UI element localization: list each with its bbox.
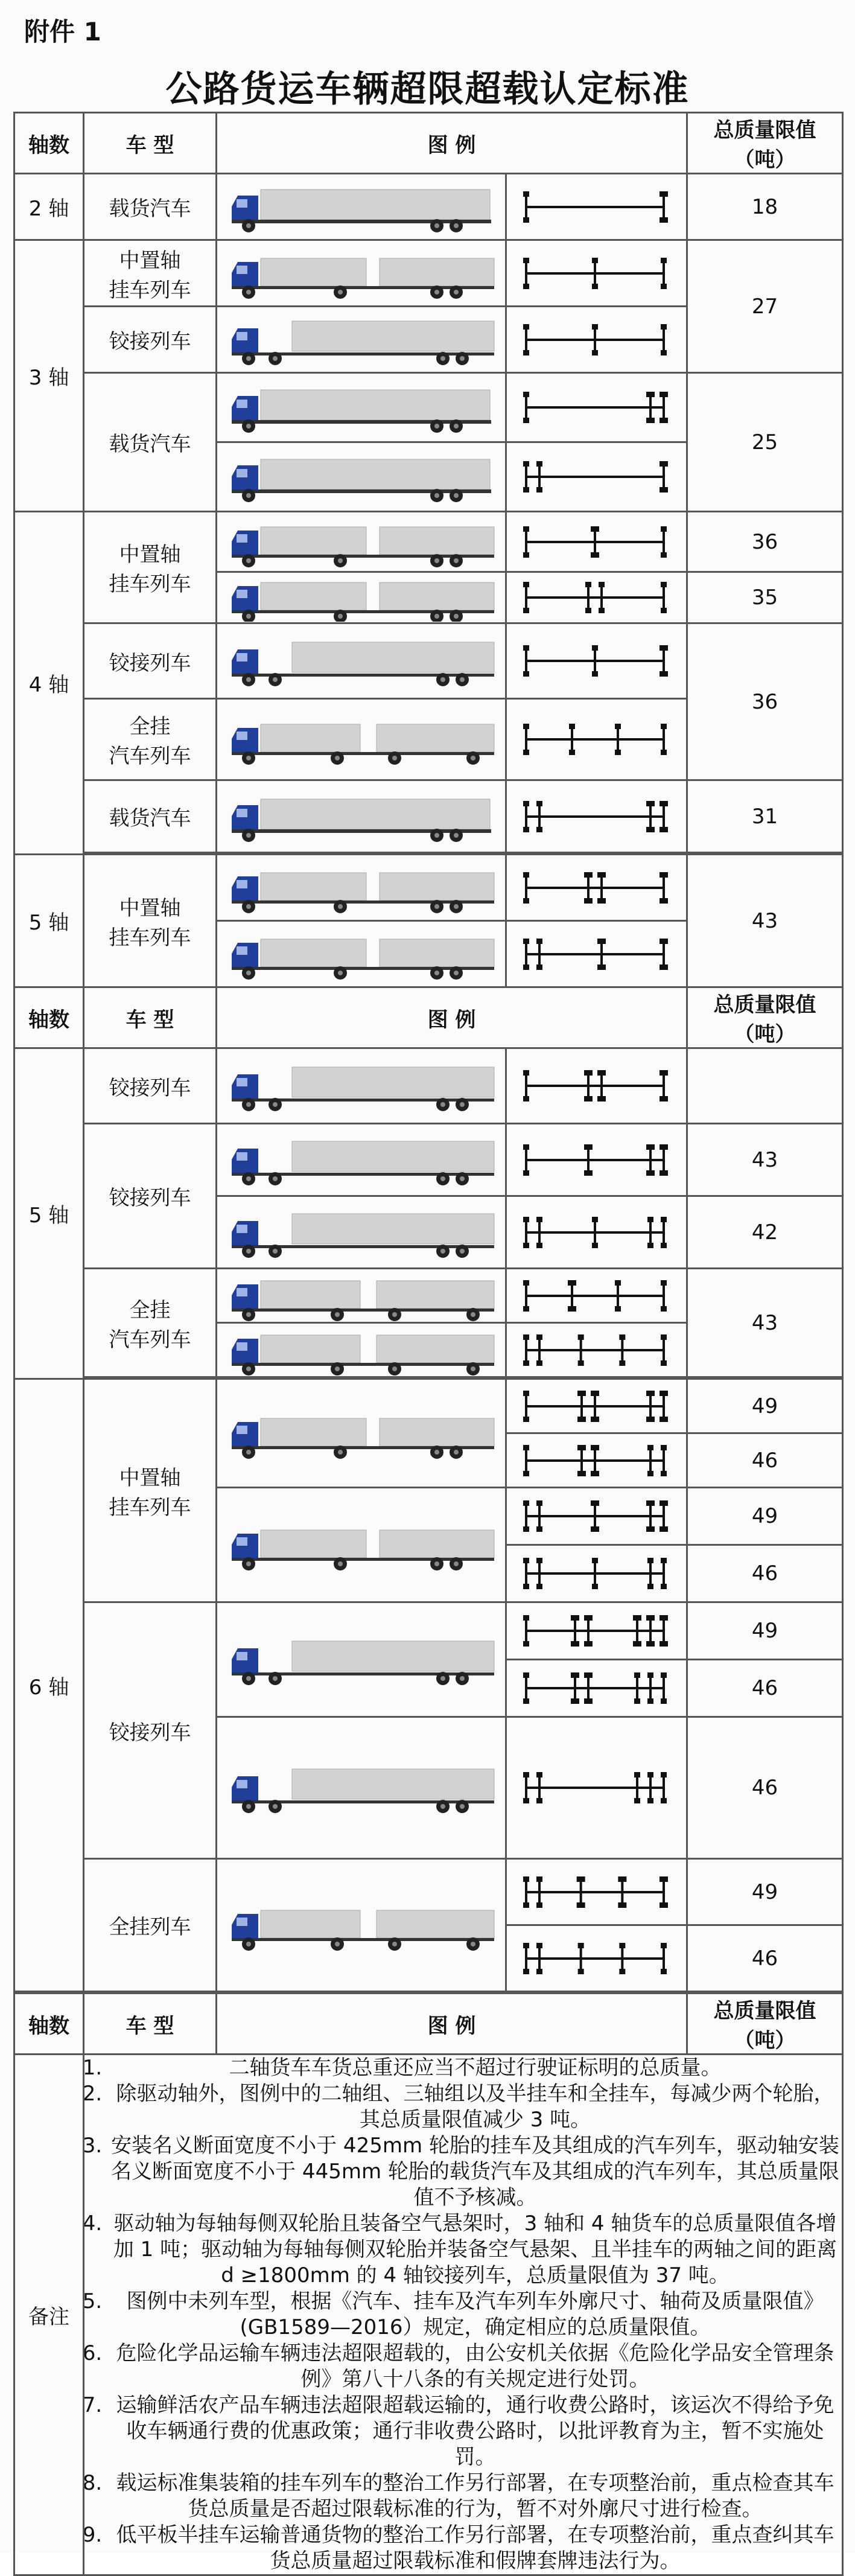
vehicle-type: 铰接列车 [84, 1048, 217, 1124]
header-row [14, 1994, 843, 2055]
table-row [14, 1124, 843, 1196]
mass-value: 49 [687, 1602, 843, 1660]
header-mass: 总质量限值 （吨） [687, 987, 843, 1048]
axle-diagram-icon [523, 324, 667, 355]
truck-illustration [217, 174, 506, 240]
mass-value: 31 [687, 780, 843, 853]
remark-item: 3. 安装名义断面宽度不小于 425mm 轮胎的挂车及其组成的汽车列车，驱动轴安装名义断面宽度不小于 445mm 轮胎的载货汽车及其组成的汽车列车，其总质量限值不予核减。 [109, 2133, 842, 2211]
truck-illustration [217, 855, 506, 921]
truck-illustration [217, 780, 506, 853]
axle-diagram-icon [523, 1672, 667, 1704]
vehicle-type: 载货汽车 [84, 780, 217, 853]
axle-diagram-icon [523, 1144, 668, 1176]
truck-illustration [217, 572, 506, 623]
remark-item: 7. 运输鲜活农产品车辆违法超限超载运输的，通行收费公路时，该运次不得给予免收车辆通行费的优惠政策；通行非收费公路时，以批评教育为主，暂不实施处罚。 [109, 2393, 842, 2470]
axle-diagram [506, 512, 687, 572]
axle-diagram [506, 1859, 687, 1925]
mass-value: 43 [687, 1269, 843, 1377]
remark-item: 5. 图例中未列车型，根据《汽车、挂车及汽车列车外廓尺寸、轴荷及质量限值》(GB1589—2016）规定，确定相应的总质量限值。 [109, 2289, 842, 2341]
truck-icon [232, 1418, 494, 1459]
truck-icon [232, 1530, 494, 1570]
truck-icon [232, 527, 494, 567]
axle-diagram-icon [523, 801, 668, 832]
header-row [14, 113, 843, 174]
table-row [14, 1379, 843, 1433]
truck-illustration [217, 1048, 506, 1124]
vehicle-type: 铰接列车 [84, 623, 217, 699]
remarks-label: 备注 [14, 2055, 84, 2575]
remark-item: 2. 除驱动轴外，图例中的二轴组、三轴组以及半挂车和全挂车，每减少两个轮胎，其总质量限值减少 3 吨。 [109, 2081, 842, 2133]
truck-icon [232, 1641, 494, 1685]
mass-value: 46 [687, 1545, 843, 1602]
table-row [14, 623, 843, 699]
axle-diagram [506, 699, 687, 780]
remark-item: 1. 二轴货车车货总重还应当不超过行驶证标明的总质量。 [109, 2055, 842, 2081]
truck-icon [232, 939, 494, 980]
header-type: 车 型 [84, 1994, 217, 2055]
axle-count: 2 轴 [14, 174, 84, 240]
truck-illustration [217, 699, 506, 780]
axle-diagram-icon [523, 258, 667, 289]
truck-icon [232, 1910, 494, 1951]
vehicle-type: 中置轴 挂车列车 [84, 1379, 217, 1602]
truck-illustration [217, 623, 506, 699]
header-axle: 轴数 [14, 1994, 84, 2055]
remarks-row [14, 2055, 843, 2575]
vehicle-type: 载货汽车 [84, 174, 217, 240]
truck-icon [232, 321, 494, 365]
truck-illustration [217, 1323, 506, 1377]
axle-diagram [506, 1488, 687, 1545]
axle-diagram-icon [523, 1500, 668, 1532]
truck-icon [232, 459, 491, 502]
axle-diagram [506, 1602, 687, 1660]
mass-value [687, 1048, 843, 1124]
axle-diagram [506, 373, 687, 442]
axle-diagram [506, 780, 687, 853]
standards-table [13, 112, 844, 2576]
axle-diagram-icon [523, 1615, 668, 1647]
truck-illustration [217, 1859, 506, 1992]
remarks-list [84, 2055, 843, 2575]
vehicle-type: 铰接列车 [84, 307, 217, 373]
table-row [14, 1269, 843, 1323]
truck-illustration [217, 921, 506, 987]
vehicle-type: 铰接列车 [84, 1602, 217, 1859]
truck-illustration [217, 240, 506, 307]
truck-icon [232, 582, 494, 622]
mass-value: 46 [687, 1717, 843, 1859]
axle-diagram-icon [523, 1391, 668, 1422]
axle-diagram-icon [523, 1772, 667, 1803]
truck-illustration [217, 1269, 506, 1323]
truck-icon [232, 799, 491, 842]
mass-value: 43 [687, 1124, 843, 1196]
header-type: 车 型 [84, 987, 217, 1048]
axle-diagram [506, 174, 687, 240]
axle-diagram-icon [523, 645, 668, 677]
axle-diagram [506, 1048, 687, 1124]
mass-value: 18 [687, 174, 843, 240]
truck-icon [232, 390, 491, 433]
vehicle-type: 全挂列车 [84, 1859, 217, 1992]
attachment-label: 附件 1 [24, 17, 101, 46]
axle-diagram-icon [523, 872, 668, 904]
table-row [14, 512, 843, 572]
truck-illustration [217, 442, 506, 512]
axle-diagram [506, 921, 687, 987]
axle-count: 3 轴 [14, 240, 84, 512]
truck-illustration [217, 1379, 506, 1488]
truck-icon [232, 1769, 494, 1813]
axle-diagram [506, 1433, 687, 1488]
axle-diagram-icon [523, 392, 668, 423]
mass-value: 46 [687, 1433, 843, 1488]
truck-icon [232, 1335, 494, 1376]
vehicle-type: 全挂 汽车列车 [84, 699, 217, 780]
axle-diagram [506, 442, 687, 512]
mass-value: 35 [687, 572, 843, 623]
axle-diagram-icon [523, 526, 667, 558]
mass-value: 46 [687, 1925, 843, 1992]
page-title: 公路货运车辆超限超载认定标准 [165, 68, 690, 110]
truck-illustration [217, 1602, 506, 1717]
axle-diagram [506, 1717, 687, 1859]
header-diagram: 图 例 [217, 113, 687, 174]
header-mass: 总质量限值 （吨） [687, 113, 843, 174]
axle-count: 4 轴 [14, 512, 84, 855]
mass-value: 36 [687, 512, 843, 572]
remark-item: 8. 载运标准集装箱的挂车列车的整治工作另行部署，在专项整治前，重点检查其车货总质量是否超过限载标准的行为，暂不对外廓尺寸进行检查。 [109, 2470, 842, 2522]
axle-diagram-icon [523, 1445, 667, 1476]
header-mass: 总质量限值 （吨） [687, 1994, 843, 2055]
truck-illustration [217, 512, 506, 572]
table-row [14, 1859, 843, 1925]
truck-illustration [217, 1488, 506, 1602]
table-row [14, 1048, 843, 1124]
mass-value: 43 [687, 855, 843, 987]
header-diagram: 图 例 [217, 987, 687, 1048]
table-row [14, 780, 843, 853]
table-row [14, 1602, 843, 1660]
mass-value: 36 [687, 623, 843, 780]
truck-illustration [217, 1717, 506, 1859]
axle-diagram-icon [523, 939, 668, 970]
vehicle-type: 载货汽车 [84, 373, 217, 512]
truck-icon [232, 1067, 494, 1111]
truck-icon [232, 1214, 494, 1258]
axle-diagram [506, 1545, 687, 1602]
mass-value: 49 [687, 1379, 843, 1433]
axle-diagram-icon [523, 1334, 667, 1366]
table-row [14, 174, 843, 240]
axle-diagram-icon [523, 1943, 667, 1974]
mass-value: 42 [687, 1196, 843, 1269]
axle-diagram [506, 1269, 687, 1323]
header-axle: 轴数 [14, 113, 84, 174]
remark-item: 6. 危险化学品运输车辆违法超限超载的，由公安机关依据《危险化学品安全管理条例》第八十八条的有关规定进行处罚。 [109, 2341, 842, 2393]
mass-value: 46 [687, 1660, 843, 1717]
table-row [14, 240, 843, 307]
truck-illustration [217, 1196, 506, 1269]
remark-item: 4. 驱动轴为每轴每侧双轮胎且装备空气悬架时，3 轴和 4 轴货车的总质量限值各增加 1 吨；驱动轴为每轴每侧双轮胎并装备空气悬架、且半挂车的两轴之间的距离 d ≥1800mm 的 4 轴铰接列车，总质量限值为 37 吨。 [109, 2211, 842, 2289]
truck-icon [232, 724, 494, 765]
table-row [14, 373, 843, 442]
truck-icon [232, 1141, 494, 1185]
header-diagram: 图 例 [217, 1994, 687, 2055]
axle-diagram-icon [523, 724, 667, 755]
vehicle-type: 中置轴 挂车列车 [84, 240, 217, 307]
header-axle: 轴数 [14, 987, 84, 1048]
axle-diagram-icon [523, 461, 668, 493]
table-row [14, 855, 843, 921]
vehicle-type: 中置轴 挂车列车 [84, 512, 217, 623]
axle-diagram [506, 1379, 687, 1433]
axle-diagram-icon [523, 1876, 668, 1908]
truck-icon [232, 642, 494, 686]
truck-icon [232, 190, 491, 232]
axle-diagram [506, 1196, 687, 1269]
header-type: 车 型 [84, 113, 217, 174]
truck-illustration [217, 373, 506, 442]
axle-diagram [506, 1323, 687, 1377]
vehicle-type: 中置轴 挂车列车 [84, 855, 217, 987]
axle-diagram [506, 855, 687, 921]
axle-diagram [506, 572, 687, 623]
truck-illustration [217, 307, 506, 373]
vehicle-type: 全挂 汽车列车 [84, 1269, 217, 1377]
truck-icon [232, 258, 494, 299]
axle-diagram-icon [523, 1217, 667, 1248]
axle-diagram-icon [523, 1558, 667, 1589]
axle-diagram-icon [523, 1280, 667, 1312]
axle-diagram [506, 1124, 687, 1196]
vehicle-type: 铰接列车 [84, 1124, 217, 1269]
axle-diagram [506, 623, 687, 699]
axle-diagram [506, 1660, 687, 1717]
truck-icon [232, 873, 494, 913]
axle-count: 5 轴 [14, 855, 84, 987]
axle-diagram-icon [523, 191, 668, 223]
axle-diagram [506, 1925, 687, 1992]
header-row [14, 987, 843, 1048]
truck-illustration [217, 1124, 506, 1196]
truck-icon [232, 1281, 494, 1321]
mass-value: 49 [687, 1859, 843, 1925]
mass-value: 27 [687, 240, 843, 373]
axle-diagram [506, 307, 687, 373]
mass-value: 49 [687, 1488, 843, 1545]
axle-diagram-icon [523, 1070, 668, 1101]
axle-count: 6 轴 [14, 1379, 84, 1992]
axle-count: 5 轴 [14, 1048, 84, 1379]
remark-item: 9. 低平板半挂车运输普通货物的整治工作另行部署，在专项整治前，重点查纠其车货总质量超过限载标准和假牌套牌违法行为。 [109, 2522, 842, 2574]
axle-diagram-icon [523, 582, 667, 613]
mass-value: 25 [687, 373, 843, 512]
axle-diagram [506, 240, 687, 307]
